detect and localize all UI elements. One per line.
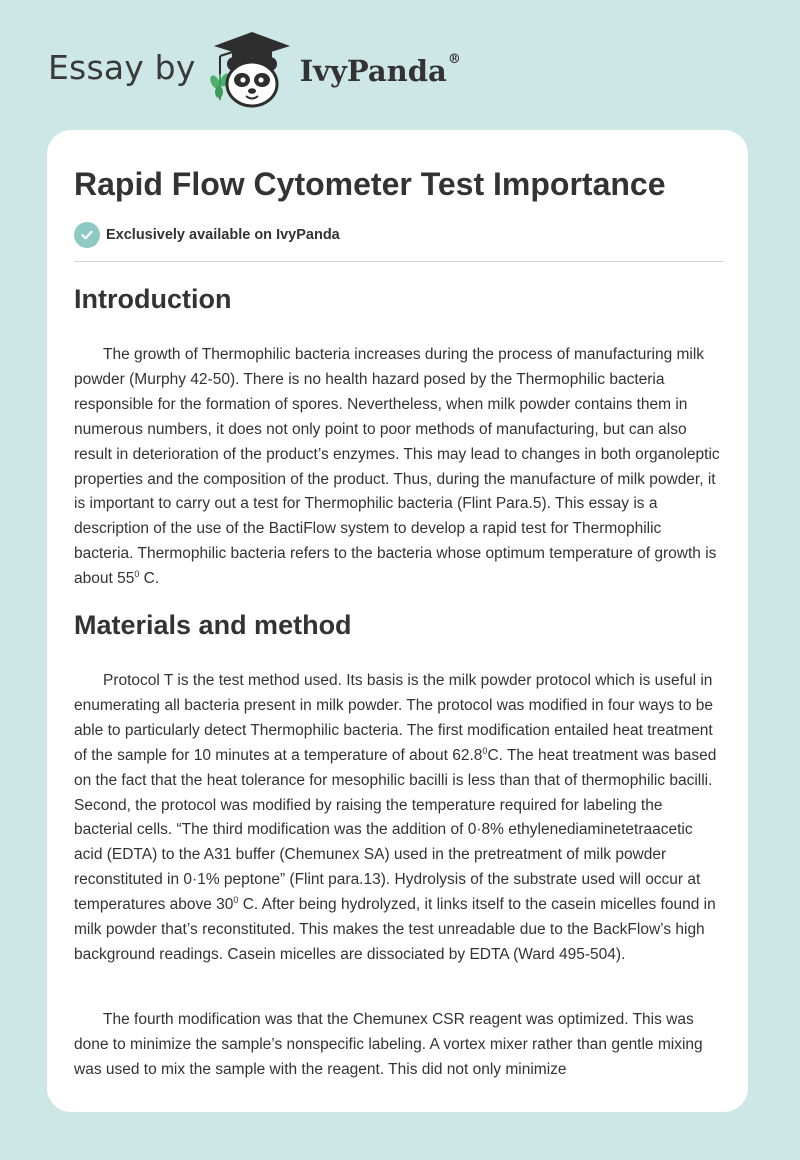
paragraph-materials-2: The fourth modification was that the Chemunex CSR reagent was optimized. This was done to minimize the sample’s nonspecific labeling. A vortex mixer rather than gentle mixing was used to mix the sample with the reagent. This did not only minimize [74, 1011, 703, 1078]
degree-mark: 0 [482, 745, 488, 756]
exclusive-badge [74, 222, 340, 248]
brand-prefix: Essay by [48, 47, 196, 87]
paragraph-introduction: The growth of Thermophilic bacteria increases during the process of manufacturing milk powder (Murphy 42-50). There is no health hazard posed by the Thermophilic bacteria responsible for the formation of spores. Nevertheless, when milk powder contains them in numerous numbers, it does not only point to poor methods of manufacturing, but can also result in deterioration of the product’s enzymes. This may lead to changes in both organoleptic properties and the composition of the product. Thus, during the manufacture of milk powder, it is important to carry out a test for Thermophilic bacteria (Flint Para.5). This essay is a description of the use of the BactiFlow system to develop a rapid test for Thermophilic bacteria. Thermophilic bacteria refers to the bacteria whose optimum temperature of growth is about $55^0$ C. [74, 346, 720, 588]
brand-name: IvyPanda® [299, 52, 461, 88]
registered-mark: ® [447, 52, 461, 67]
degree-mark: 0 [134, 569, 140, 579]
page-title: Rapid Flow Cytometer Test Importance [74, 166, 666, 202]
exclusive-label: Exclusively available on IvyPanda [106, 227, 340, 243]
essay-card [47, 130, 748, 1112]
check-circle-icon [74, 222, 100, 248]
brand-header[interactable] [48, 30, 461, 110]
paragraph-materials-1: Protocol T is the test method used. Its basis is the milk powder protocol which is useful in enumerating all bacteria present in milk powder. The protocol was modified in four ways to be able to particularly detect Thermophilic bacteria. The first modification entailed heat treatment of the sample for 10 minutes at a temperature of about 62.8$^0$C. The heat treatment was based on the fact that the heat tolerance for mesophilic bacilli is less than that of thermophilic bacilli. Second, the protocol was modified by raising the temperature required for labeling the bacterial cells. “The third modification was the addition of 0·8% ethylenediaminetetraacetic acid (EDTA) to the A31 buffer (Chemunex SA) used in the pretreatment of milk powder reconstituted in 0·1% peptone” (Flint para.13). Hydrolysis of the substrate used will occur at temperatures above $30^0$ C. After being hydrolyzed, it links itself to the casein micelles found in milk powder that’s reconstituted. This makes the test unreadable due to the BackFlow’s high background readings. Casein micelles are dissociated by EDTA (Ward 495-504). [74, 672, 717, 963]
section-heading-introduction: Introduction [74, 284, 232, 314]
panda-graduate-icon [206, 30, 298, 110]
degree-mark: 0 [233, 895, 239, 905]
title-divider [74, 261, 724, 262]
section-heading-materials-and-method: Materials and method [74, 610, 352, 640]
